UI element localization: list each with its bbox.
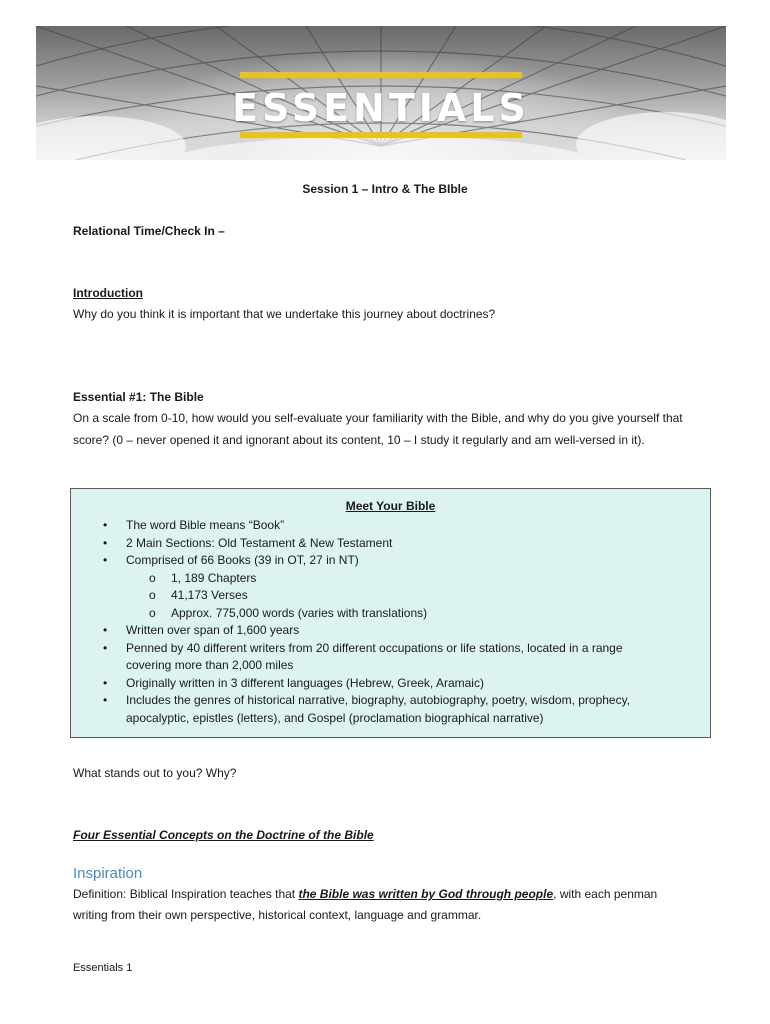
bullet-marker: • [103,553,108,567]
banner-accent-bar-top [240,72,522,78]
list-item-text: Written over span of 1,600 years [126,623,300,637]
banner-accent-bar-bottom [240,132,522,138]
list-item-text: 1, 189 Chapters [171,570,257,585]
meet-your-bible-list [71,517,710,727]
stands-out-question: What stands out to you? Why? [73,766,237,780]
page-footer: Essentials 1 [73,962,133,974]
bullet-marker: • [103,518,108,532]
meet-your-bible-box [70,488,711,738]
definition-prefix: Definition: Biblical Inspiration teaches that [73,887,299,901]
list-item-text: Penned by 40 different writers from 20 different occupations or life stations, located in a range [126,640,623,655]
list-item-text: Includes the genres of historical narrative, biography, autobiography, poetry, wisdom, prophecy, [126,693,631,707]
meet-your-bible-title: Meet Your Bible [345,499,436,513]
list-item-text: Comprised of 66 Books (39 in OT, 27 in NT) [126,553,359,567]
bullet-marker: • [103,623,108,637]
inspiration-definition-line-2: writing from their own perspective, historical context, language and grammar. [73,908,482,922]
essential-1-prompt-line-1: On a scale from 0-10, how would you self-evaluate your familiarity with the Bible, and why do you give yourself that [73,411,683,425]
list-item [71,517,710,535]
sub-list-item [71,605,710,623]
introduction-question: Why do you think it is important that we undertake this journey about doctrines? [73,307,496,321]
list-item-text: The word Bible means “Book” [126,518,285,532]
list-item-text: 41,173 Verses [171,588,248,602]
banner-logo-text: ESSENTIALS [232,86,530,130]
definition-emphasis: the Bible was written by God through people [298,887,554,901]
list-item [71,552,710,570]
sub-list-item [71,587,710,605]
header-banner [36,26,726,160]
sub-bullet-marker: o [149,570,156,585]
list-item-text: Approx. 775,000 words (varies with translations) [171,605,428,620]
introduction-heading: Introduction [73,286,143,300]
list-item [71,622,710,640]
list-item [71,640,710,675]
essential-1-prompt-line-2: score? (0 – never opened it and ignorant about its content, 10 – I study it regularly and am well-versed in it). [73,433,645,447]
inspiration-heading: Inspiration [73,865,143,882]
list-item-continuation: covering more than 2,000 miles [126,658,294,672]
bullet-marker: • [103,640,108,655]
list-item [71,675,710,693]
definition-suffix: , with each penman [553,887,658,901]
list-item [71,535,710,553]
sub-bullet-marker: o [149,588,156,602]
list-item-continuation: apocalyptic, epistles (letters), and Gospel (proclamation biographical narrative) [126,710,544,725]
relational-time-label: Relational Time/Check In – [73,224,225,238]
bullet-marker: • [103,675,108,690]
list-item-text: Originally written in 3 different languages (Hebrew, Greek, Aramaic) [126,675,484,690]
four-concepts-heading: Four Essential Concepts on the Doctrine of the Bible [73,828,374,842]
sub-list-item [71,570,710,588]
bullet-marker: • [103,535,108,550]
bullet-marker: • [103,693,108,707]
inspiration-definition-line-1 [73,884,726,905]
list-item-text: 2 Main Sections: Old Testament & New Testament [126,535,393,550]
sub-bullet-marker: o [149,605,156,620]
essential-1-heading: Essential #1: The Bible [73,390,204,404]
session-title: Session 1 – Intro & The BIble [302,182,468,196]
list-item [71,692,710,727]
